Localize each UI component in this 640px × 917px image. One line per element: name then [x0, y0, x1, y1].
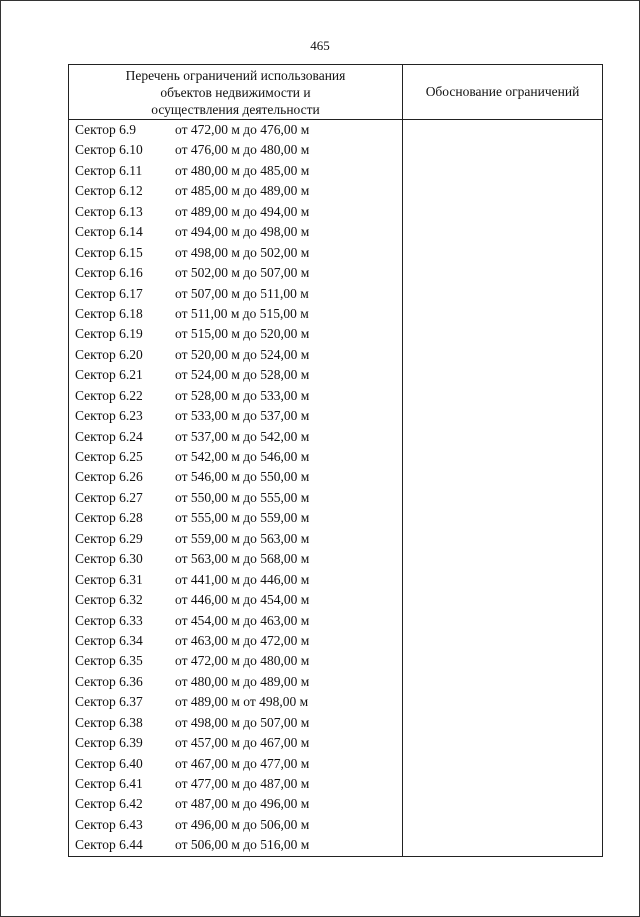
table-row [69, 835, 402, 855]
sector-label: Сектор 6.24 [75, 428, 143, 444]
table-row [69, 611, 402, 631]
table-row [69, 386, 402, 406]
sector-range: от 498,00 м до 507,00 м [175, 714, 310, 730]
sector-range: от 454,00 м до 463,00 м [175, 612, 310, 628]
table-row [69, 774, 402, 794]
sector-label: Сектор 6.18 [75, 305, 143, 321]
page-number: 465 [310, 38, 330, 53]
sector-range: от 520,00 м до 524,00 м [175, 346, 310, 362]
sector-label: Сектор 6.17 [75, 285, 143, 301]
table-row [69, 794, 402, 814]
sector-label: Сектор 6.35 [75, 653, 143, 669]
table-row [69, 529, 402, 549]
sector-label: Сектор 6.41 [75, 776, 143, 791]
table-row [69, 263, 402, 283]
table-row [69, 447, 402, 467]
header-left-line: объектов недвижимости и [160, 84, 311, 100]
sector-range: от 489,00 м до 494,00 м [175, 203, 310, 219]
sector-range: от 480,00 м до 489,00 м [175, 673, 310, 689]
sector-range: от 528,00 м до 533,00 м [175, 387, 310, 403]
table-row [69, 406, 402, 426]
restrictions-table [68, 64, 603, 857]
sector-range: от 506,00 м до 516,00 м [175, 837, 310, 853]
table-row [69, 692, 402, 712]
sector-range: от 555,00 м до 559,00 м [175, 510, 310, 526]
header-restrictions-list [69, 65, 403, 120]
table-row [69, 754, 402, 774]
sector-label: Сектор 6.13 [75, 203, 143, 219]
table-row [69, 549, 402, 569]
sector-label: Сектор 6.40 [75, 755, 143, 771]
sector-label: Сектор 6.30 [75, 551, 143, 567]
sector-label: Сектор 6.44 [75, 837, 143, 853]
sector-range: от 537,00 м до 542,00 м [175, 428, 310, 444]
sector-range: от 550,00 м до 555,00 м [175, 489, 310, 505]
header-justification: Обоснование ограничений [403, 65, 603, 120]
table-row [69, 304, 402, 324]
table-row [69, 345, 402, 365]
table-row [69, 651, 402, 671]
sector-range: от 446,00 м до 454,00 м [175, 592, 310, 608]
sector-label: Сектор 6.23 [75, 408, 143, 424]
sector-label: Сектор 6.11 [75, 162, 143, 178]
table-header-row [69, 65, 603, 120]
table-row [69, 713, 402, 733]
table-row [69, 243, 402, 263]
sector-range: от 542,00 м до 546,00 м [175, 449, 310, 464]
table-row [69, 467, 402, 487]
sector-range: от 507,00 м до 511,00 м [175, 285, 309, 301]
sector-label: Сектор 6.31 [75, 571, 143, 587]
justification-cell [403, 120, 603, 857]
table-row [69, 324, 402, 344]
table-body-row [69, 120, 603, 857]
sector-label: Сектор 6.38 [75, 714, 143, 730]
sector-range: от 441,00 м до 446,00 м [175, 571, 310, 587]
table-row [69, 202, 402, 222]
table-row [69, 427, 402, 447]
sector-list-cell [69, 120, 403, 857]
sector-range: от 563,00 м до 568,00 м [175, 551, 310, 567]
sector-label: Сектор 6.19 [75, 326, 143, 342]
sector-label: Сектор 6.33 [75, 612, 143, 628]
table-row [69, 284, 402, 304]
sector-label: Сектор 6.36 [75, 673, 143, 689]
sector-range: от 485,00 м до 489,00 м [175, 183, 310, 199]
sector-range: от 463,00 м до 472,00 м [175, 632, 310, 648]
sector-label: Сектор 6.26 [75, 469, 143, 485]
sector-range: от 498,00 м до 502,00 м [175, 244, 310, 260]
sector-range: от 494,00 м до 498,00 м [175, 224, 310, 240]
sector-label: Сектор 6.15 [75, 244, 143, 260]
table-row [69, 815, 402, 835]
sector-range: от 524,00 м до 528,00 м [175, 367, 310, 383]
sector-label: Сектор 6.16 [75, 265, 143, 281]
sector-label: Сектор 6.9 [75, 122, 137, 137]
sector-range: от 496,00 м до 506,00 м [175, 816, 310, 832]
sector-range: от 480,00 м до 485,00 м [175, 162, 310, 178]
sector-label: Сектор 6.32 [75, 592, 143, 608]
table-row [69, 733, 402, 753]
table-row [69, 631, 402, 651]
sector-range: от 559,00 м до 563,00 м [175, 530, 310, 546]
sector-label: Сектор 6.28 [75, 510, 143, 526]
sector-label: Сектор 6.27 [75, 489, 143, 505]
sector-label: Сектор 6.21 [75, 367, 143, 383]
sector-range: от 515,00 м до 520,00 м [175, 326, 310, 342]
sector-range: от 546,00 м до 550,00 м [175, 469, 310, 485]
sector-label: Сектор 6.14 [75, 224, 143, 240]
sector-label: Сектор 6.39 [75, 735, 143, 751]
sector-range: от 477,00 м до 487,00 м [175, 776, 310, 791]
sector-range: от 472,00 м до 476,00 м [175, 122, 310, 137]
sector-range: от 472,00 м до 480,00 м [175, 653, 310, 669]
table-row [69, 590, 402, 610]
table-row [69, 570, 402, 590]
sector-range: от 511,00 м до 515,00 м [175, 305, 309, 321]
table-row [69, 365, 402, 385]
header-left-line: осуществления деятельности [151, 101, 320, 117]
sector-range: от 476,00 м до 480,00 м [175, 142, 310, 158]
sector-range: от 467,00 м до 477,00 м [175, 755, 310, 771]
header-left-line: Перечень ограничений использования [125, 67, 346, 83]
sector-range: от 533,00 м до 537,00 м [175, 408, 310, 424]
sector-label: Сектор 6.12 [75, 183, 143, 199]
table-row [69, 140, 402, 160]
sector-range: от 457,00 м до 467,00 м [175, 735, 310, 751]
sector-range: от 502,00 м до 507,00 м [175, 265, 310, 281]
table-row [69, 222, 402, 242]
sector-range: от 487,00 м до 496,00 м [175, 796, 310, 812]
sector-label: Сектор 6.42 [75, 796, 143, 812]
sector-label: Сектор 6.22 [75, 387, 143, 403]
sector-label: Сектор 6.10 [75, 142, 143, 158]
table-row [69, 508, 402, 528]
table-row [69, 120, 402, 140]
sector-range: от 489,00 м от 498,00 м [175, 694, 309, 710]
sector-label: Сектор 6.37 [75, 694, 143, 710]
sector-label: Сектор 6.20 [75, 346, 143, 362]
sector-label: Сектор 6.34 [75, 632, 143, 648]
table-row [69, 488, 402, 508]
sector-label: Сектор 6.43 [75, 816, 143, 832]
sector-label: Сектор 6.25 [75, 449, 143, 464]
table-row [69, 181, 402, 201]
table-row [69, 161, 402, 181]
table-row [69, 672, 402, 692]
sector-label: Сектор 6.29 [75, 530, 143, 546]
